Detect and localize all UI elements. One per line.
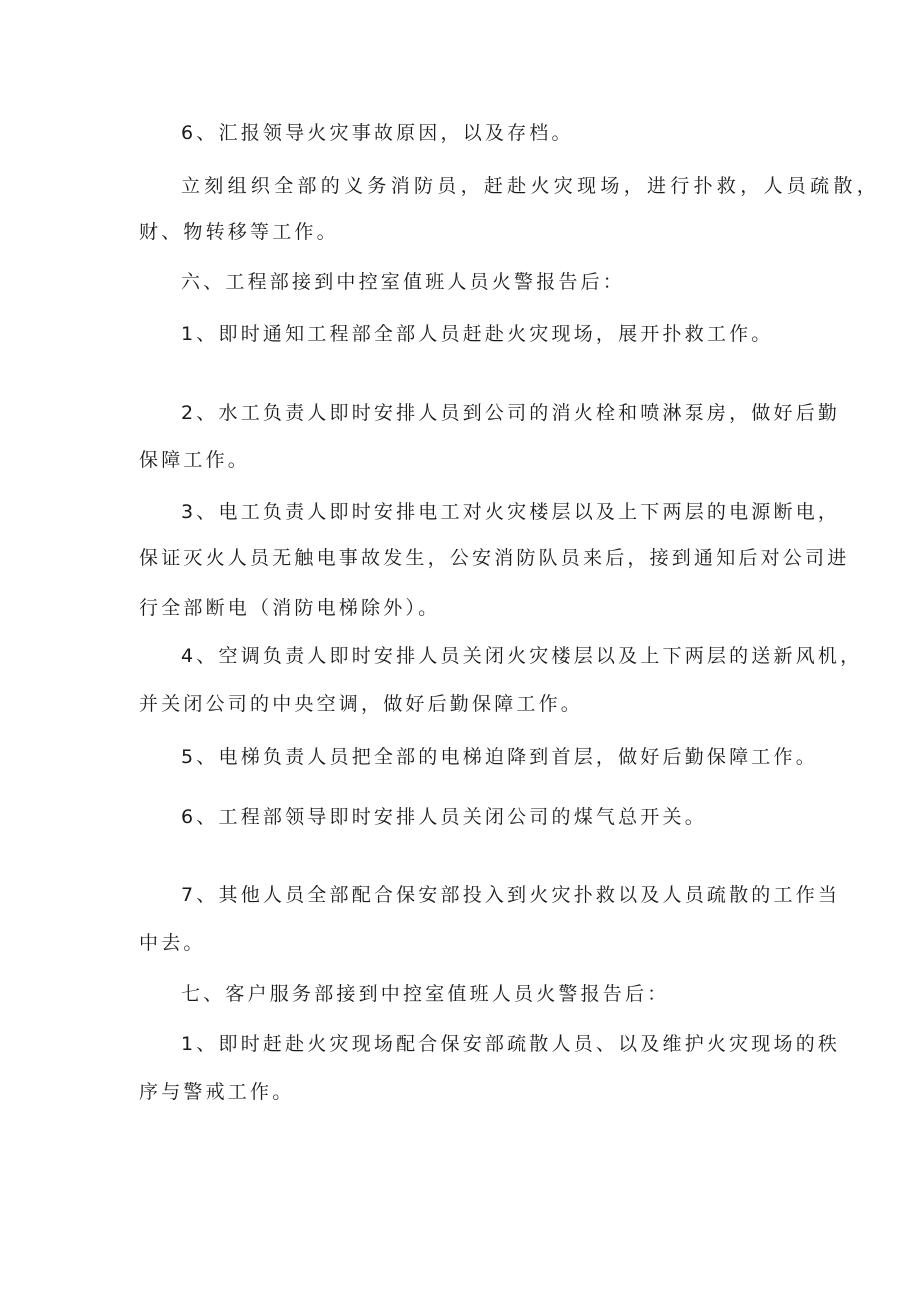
paragraph-line: 4、空调负责人即时安排人员关闭火灾楼层以及上下两层的送新风机， — [181, 645, 863, 667]
paragraph-line: 中去。 — [139, 932, 206, 954]
paragraph-line: 保障工作。 — [139, 449, 251, 471]
paragraph-line: 6、工程部领导即时安排人员关闭公司的煤气总开关。 — [181, 806, 707, 828]
paragraph-line: 序与警戒工作。 — [139, 1081, 295, 1103]
paragraph-line: 行全部断电（消防电梯除外）。 — [139, 597, 441, 619]
paragraph-line: 保证灭火人员无触电事故发生，公安消防队员来后，接到通知后对公司进 — [139, 547, 850, 569]
paragraph-line: 5、电梯负责人员把全部的电梯迫降到首层，做好后勤保障工作。 — [181, 746, 818, 768]
paragraph-line: 7、其他人员全部配合保安部投入到火灾扑救以及人员疏散的工作当 — [181, 884, 841, 906]
paragraph-line: 6、汇报领导火灾事故原因，以及存档。 — [181, 122, 574, 144]
paragraph-line: 财、物转移等工作。 — [139, 221, 339, 243]
paragraph-line: 1、即时通知工程部全部人员赶赴火灾现场，展开扑救工作。 — [181, 323, 774, 345]
section-heading: 七、客户服务部接到中控室值班人员火警报告后： — [181, 983, 670, 1005]
paragraph-line: 2、水工负责人即时安排人员到公司的消火栓和喷淋泵房，做好后勤 — [181, 402, 841, 424]
paragraph-line: 1、即时赶赴火灾现场配合保安部疏散人员、以及维护火灾现场的秩 — [181, 1033, 841, 1055]
paragraph-line: 立刻组织全部的义务消防员，赶赴火灾现场，进行扑救，人员疏散， — [181, 175, 881, 197]
section-heading: 六、工程部接到中控室值班人员火警报告后： — [181, 271, 626, 293]
paragraph-line: 并关闭公司的中央空调，做好后勤保障工作。 — [139, 693, 584, 715]
paragraph-line: 3、电工负责人即时安排电工对火灾楼层以及上下两层的电源断电， — [181, 501, 841, 523]
